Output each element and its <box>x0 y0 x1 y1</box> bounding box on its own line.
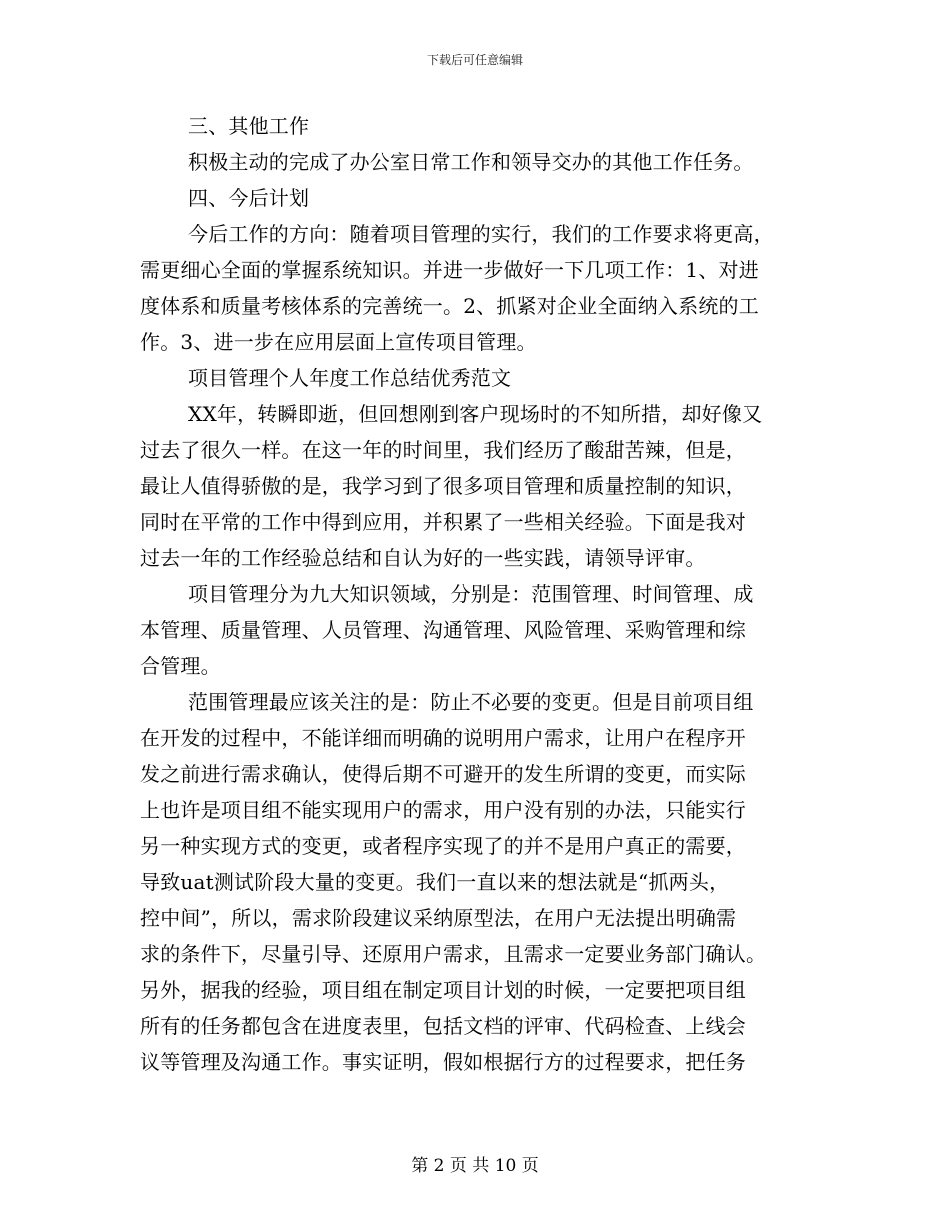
text-line: 合管理。 <box>140 654 221 678</box>
text-line: 上也许是项目组不能实现用户的需求，用户没有别的办法，只能实行 <box>140 798 746 822</box>
text-line: 导致uat测试阶段大量的变更。我们一直以来的想法就是“抓两头， <box>140 870 730 894</box>
text-line: 求的条件下，尽量引导、还原用户需求，且需求一定要业务部门确认。 <box>140 942 767 966</box>
text-line: 议等管理及沟通工作。事实证明，假如根据行方的过程要求，把任务 <box>140 1050 746 1074</box>
text-line: 作。3、进一步在应用层面上宣传项目管理。 <box>140 330 537 354</box>
text-line: 四、今后计划 <box>188 186 310 210</box>
page-footer: 第 2 页 共 10 页 <box>411 1156 539 1176</box>
text-line: 另外，据我的经验，项目组在制定项目计划的时候，一定要把项目组 <box>140 978 746 1002</box>
text-line: 发之前进行需求确认，使得后期不可避开的发生所谓的变更，而实际 <box>140 762 746 786</box>
page-header: 下载后可任意编辑 <box>426 53 523 67</box>
document-body <box>140 108 800 1080</box>
text-line: 最让人值得骄傲的是，我学习到了很多项目管理和质量控制的知识， <box>140 474 746 498</box>
text-line: 另一种实现方式的变更，或者程序实现了的并不是用户真正的需要， <box>140 834 746 858</box>
text-line: 今后工作的方向：随着项目管理的实行，我们的工作要求将更高， <box>188 222 774 246</box>
text-line: 积极主动的完成了办公室日常工作和领导交办的其他工作任务。 <box>188 150 754 174</box>
text-line: 过去了很久一样。在这一年的时间里，我们经历了酸甜苦辣，但是， <box>140 438 746 462</box>
text-line: 项目管理分为九大知识领域，分别是：范围管理、时间管理、成 <box>188 582 754 606</box>
text-line: 本管理、质量管理、人员管理、沟通管理、风险管理、采购管理和综 <box>140 618 746 642</box>
text-line: 同时在平常的工作中得到应用，并积累了一些相关经验。下面是我对 <box>140 510 746 534</box>
text-line: 三、其他工作 <box>188 114 310 138</box>
text-line: XX年，转瞬即逝，但回想刚到客户现场时的不知所措，却好像又 <box>188 402 763 426</box>
text-line: 过去一年的工作经验总结和自认为好的一些实践，请领导评审。 <box>140 546 706 570</box>
text-line: 所有的任务都包含在进度表里，包括文档的评审、代码检查、上线会 <box>140 1014 746 1038</box>
text-line: 需更细心全面的掌握系统知识。并进一步做好一下几项工作：1、对进 <box>140 258 759 282</box>
text-line: 范围管理最应该关注的是：防止不必要的变更。但是目前项目组 <box>188 690 754 714</box>
text-line: 项目管理个人年度工作总结优秀范文 <box>188 366 512 390</box>
text-line: 在开发的过程中，不能详细而明确的说明用户需求，让用户在程序开 <box>140 726 746 750</box>
text-line: 度体系和质量考核体系的完善统一。2、抓紧对企业全面纳入系统的工 <box>140 294 759 318</box>
text-line: 控中间”，所以，需求阶段建议采纳原型法，在用户无法提出明确需 <box>140 906 737 930</box>
